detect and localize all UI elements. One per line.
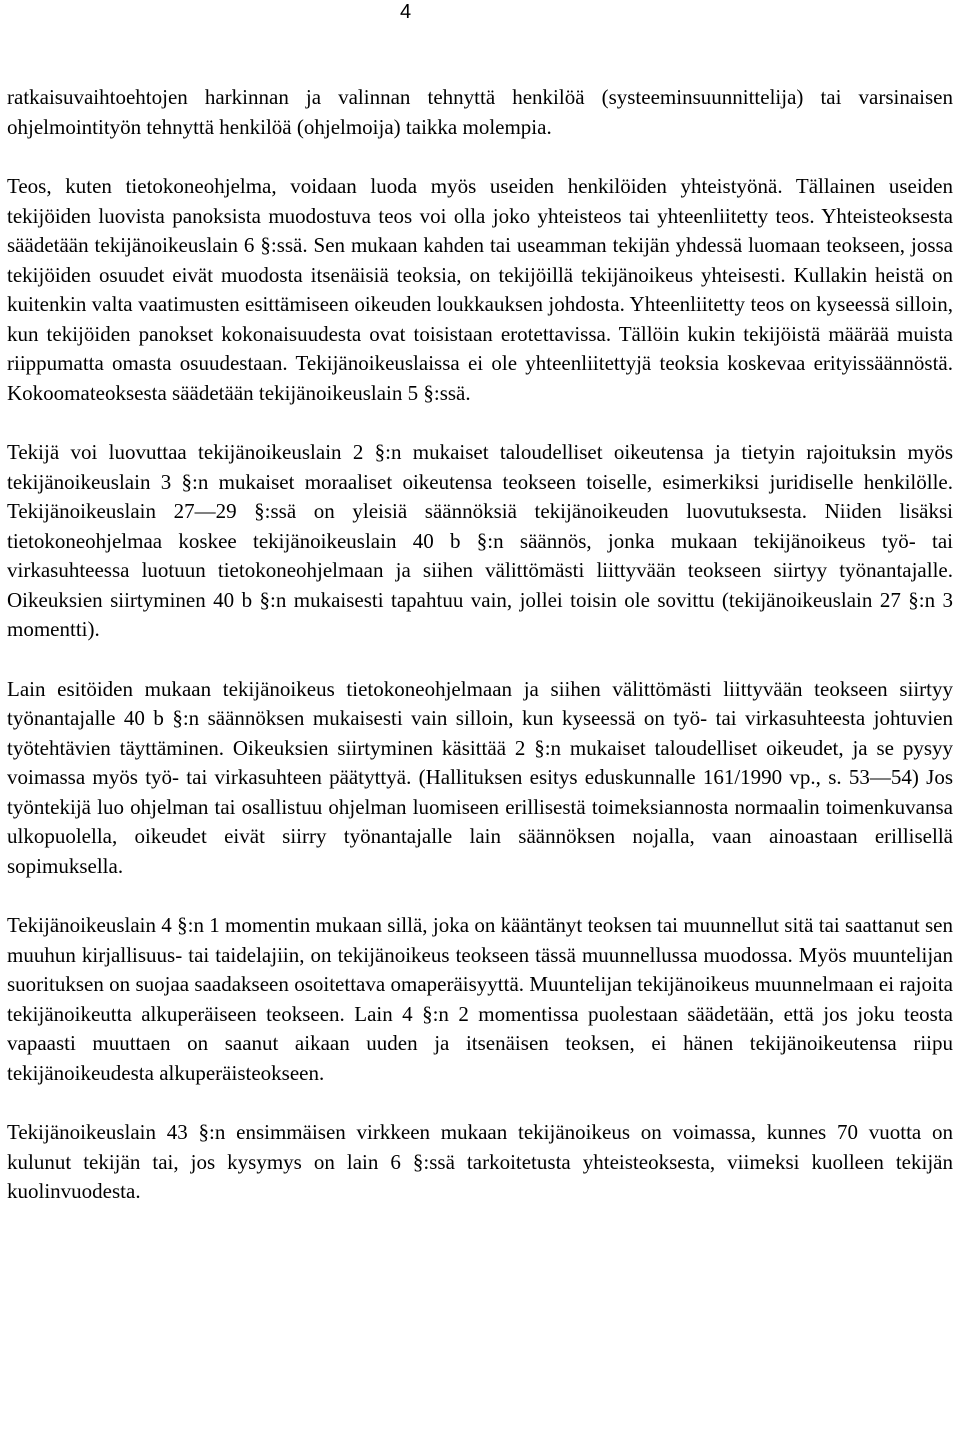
- paragraph-4: Lain esitöiden mukaan tekijänoikeus tietokoneohjelmaan ja siihen välittömästi liittyvään teokseen siirtyy työnantajalle 40 b §:n säännöksen mukaisesti vain silloin, kun kyseessä on työ- tai virkasuhteesta johtuvien työtehtävien täyttäminen. Oikeuksien siirtyminen käsittää 2 §:n mukaiset taloudelliset oikeudet, ja se pysyy voimassa myös työ- tai virkasuhteen päätyttyä. (Hallituksen esitys eduskunnalle 161/1990 vp., s. 53—54) Jos työntekijä luo ohjelman tai osallistuu ohjelman luomiseen erillisestä toimeksiannosta normaalin toimenkuvansa ulkopuolella, oikeudet eivät siirry työnantajalle lain säännöksen nojalla, vaan ainoastaan erillisellä sopimuksella.: [7, 676, 953, 878]
- paragraph-2: Teos, kuten tietokoneohjelma, voidaan luoda myös useiden henkilöiden yhteistyönä. Tällainen useiden tekijöiden luovista panoksista muodostuva teos voi olla joko yhteisteos tai yhteenliitetty teos. Yhteisteoksesta säädetään tekijänoikeuslain 6 §:ssä. Sen mukaan kahden tai useamman tekijän yhdessä luomaan teokseen, jossa tekijöiden osuudet eivät muodosta itsenäisiä teoksia, on tekijöillä tekijänoikeus yhteisesti. Kullakin heistä on kuitenkin valta vaatimusten esittämiseen oikeuden loukkauksen johdosta. Yhteenliitetty teos on kyseessä silloin, kun tekijöiden panokset kokonaisuudesta ovat toisistaan erotettavissa. Tällöin kukin tekijöistä määrää muista riippumatta omasta osuudestaan. Tekijänoikeuslaissa ei ole yhteenliitettyjä teoksia koskevaa erityissäännöstä. Kokoomateoksesta säädetään tekijänoikeuslain 5 §:ssä.: [7, 174, 953, 405]
- page-number: 4: [400, 1, 412, 23]
- document-body: [7, 83, 953, 1237]
- paragraph-1: ratkaisuvaihtoehtojen harkinnan ja valinnan tehnyttä henkilöä (systeeminsuunnittelija) tai varsinaisen ohjelmointityön tehnyttä henkilöä (ohjelmoija) taikka molempia.: [7, 85, 953, 139]
- paragraph-5: Tekijänoikeuslain 4 §:n 1 momentin mukaan sillä, joka on kääntänyt teoksen tai muunnellut sitä tai saattanut sen muuhun kirjallisuus- tai taidelajiin, on tekijänoikeus teokseen tässä muunnellussa muodossa. Myös muuntelijan suorituksen on suojaa saadakseen osoitettava omaperäisyyttä. Muuntelijan tekijänoikeus muunnelmaan ei rajoita tekijänoikeutta alkuperäiseen teokseen. Lain 4 §:n 2 momentissa puolestaan säädetään, että jos joku teosta vapaasti muuttaen on saanut aikaan uuden ja itsenäisen teoksen, ei hänen tekijänoikeutensa riipu tekijänoikeudesta alkuperäisteokseen.: [7, 913, 953, 1085]
- paragraph-6: Tekijänoikeuslain 43 §:n ensimmäisen virkkeen mukaan tekijänoikeus on voimassa, kunnes 70 vuotta on kulunut tekijän tai, jos kysymys on lain 6 §:ssä tarkoitetusta yhteisteoksesta, viimeksi kuolleen tekijän kuolinvuodesta.: [7, 1120, 953, 1203]
- paragraph-3: Tekijä voi luovuttaa tekijänoikeuslain 2 §:n mukaiset taloudelliset oikeutensa ja tietyin rajoituksin myös tekijänoikeuslain 3 §:n mukaiset moraaliset oikeutensa teokseen toiselle, esimerkiksi juridiselle henkilölle. Tekijänoikeuslain 27—29 §:ssä on yleisiä säännöksiä tekijänoikeuden luovutuksesta. Niiden lisäksi tietokoneohjelmaa koskee tekijänoikeuslain 40 b §:n säännös, jonka mukaan tekijänoikeus työ- tai virkasuhteessa luotuun tietokoneohjelmaan ja siihen välittömästi liittyvään teokseen siirtyy työnantajalle. Oikeuksien siirtyminen 40 b §:n mukaisesti tapahtuu vain, jollei toisin ole sovittu (tekijänoikeuslain 27 §:n 3 momentti).: [7, 440, 953, 641]
